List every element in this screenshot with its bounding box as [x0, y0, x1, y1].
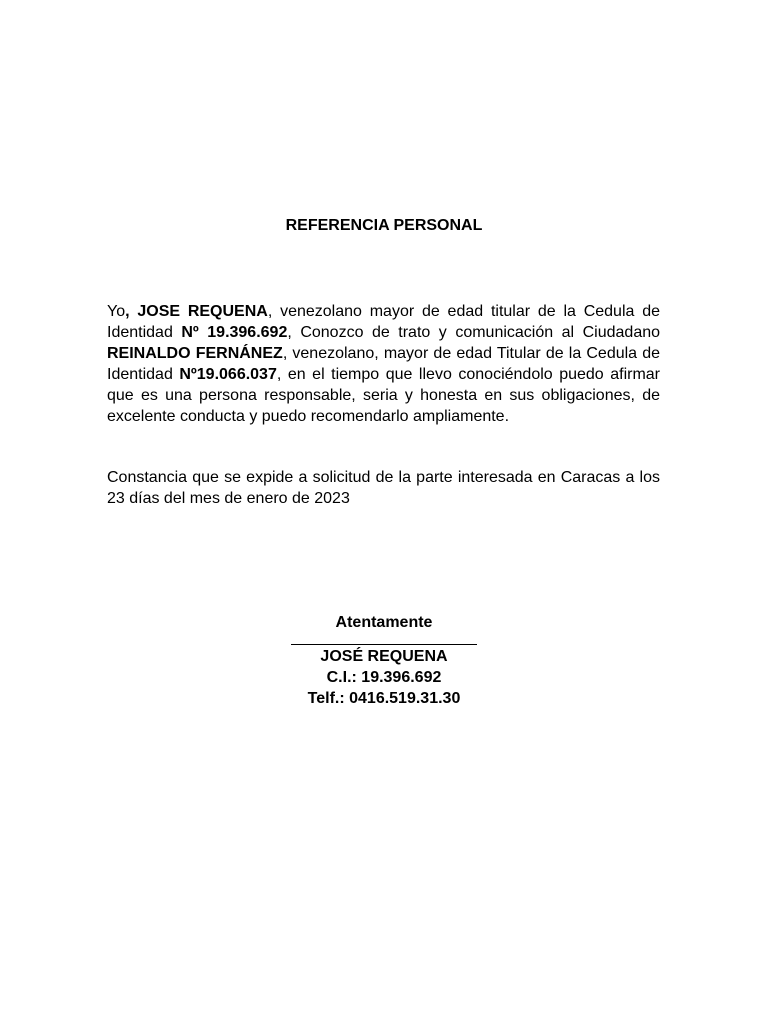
referee-id-number: Nº 19.396.692	[181, 324, 288, 341]
paragraph-text: , venezolano, mayor de edad Titular de la Cedula de Identidad	[107, 345, 661, 383]
paragraph-text: , en el tiempo que llevo conociéndolo puedo afirmar que es una persona responsable, seria y honesta en sus obligaciones, de excelente conducta y puedo recomendarlo ampliamente.	[107, 366, 661, 425]
paragraph-text: , Conozco de trato y comunicación al Ciudadano	[287, 324, 661, 341]
referenced-person-id-number: Nº19.066.037	[179, 366, 277, 383]
referenced-person-name: REINALDO FERNÁNEZ	[107, 345, 283, 362]
signer-phone: Telf.: 0416.519.31.30	[307, 690, 461, 707]
reference-paragraph	[107, 301, 660, 427]
signature-block	[0, 612, 768, 709]
issuance-paragraph: Constancia que se expide a solicitud de la parte interesada en Caracas a los 23 días del mes de enero de 2023	[107, 469, 660, 507]
closing-text: Atentamente	[335, 614, 433, 631]
referee-name: , JOSE REQUENA	[125, 303, 268, 320]
signer-id: C.I.: 19.396.692	[326, 669, 442, 686]
document-title: REFERENCIA PERSONAL	[285, 217, 483, 234]
signature-line	[291, 633, 477, 645]
signer-name: JOSÉ REQUENA	[320, 648, 448, 665]
paragraph-text: Yo	[107, 303, 126, 320]
paragraph-text: , venezolano mayor de edad titular de la Cedula de Identidad	[107, 303, 661, 341]
